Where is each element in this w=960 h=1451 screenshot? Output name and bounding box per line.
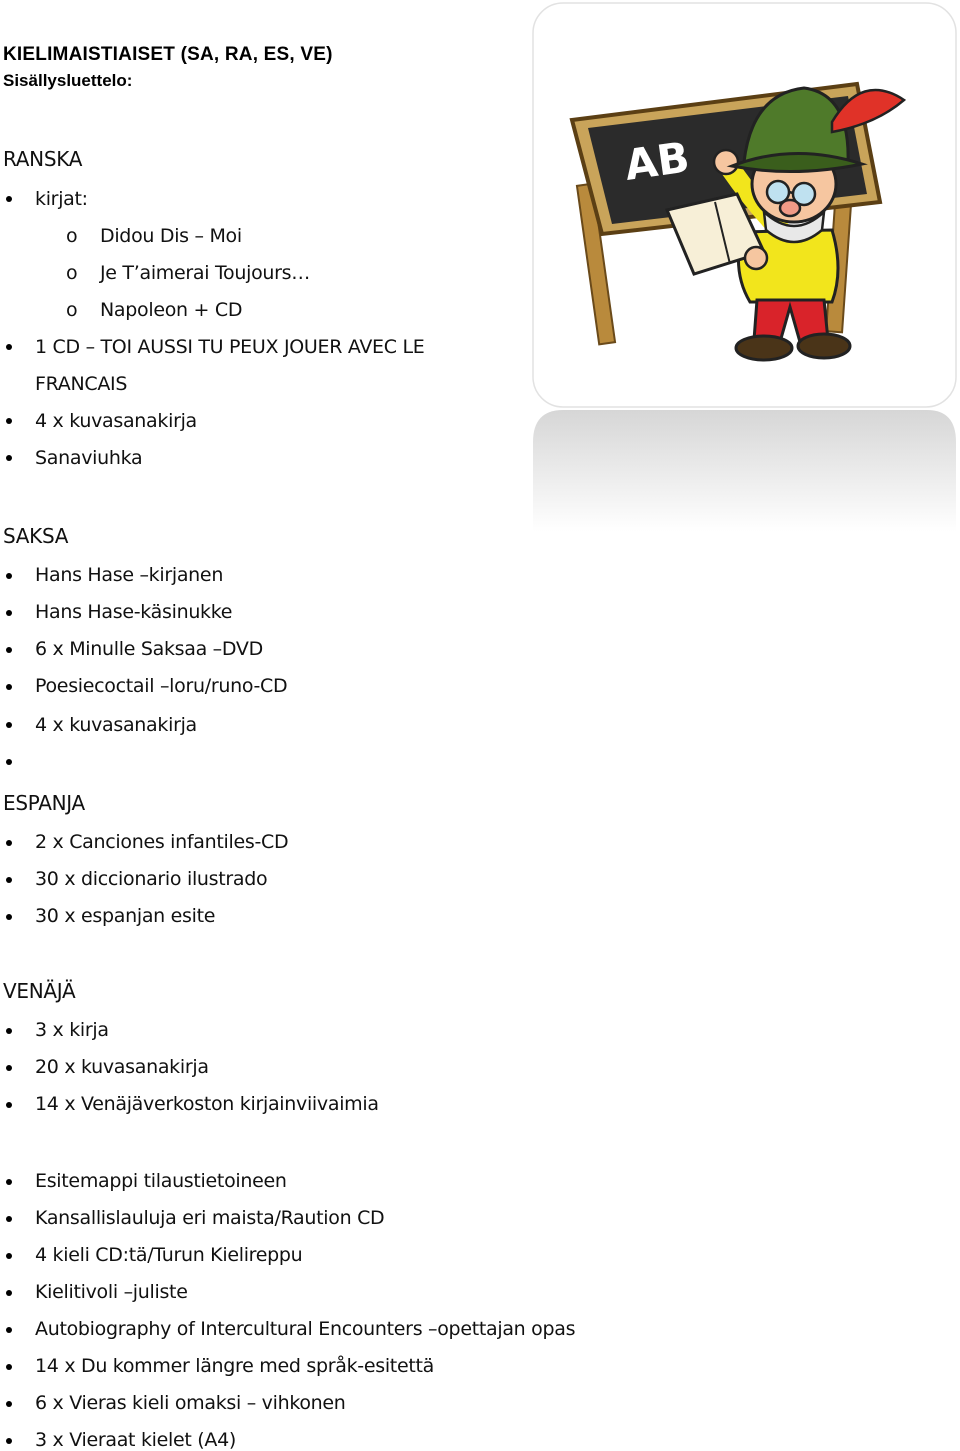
teacher-gnome-illustration [532,2,958,532]
list-item: Hans Hase-käsinukke [35,601,233,623]
table-of-contents-label: Sisällysluettelo: [3,71,133,90]
list-item: kirjat: [35,188,88,210]
list-item: 14 x Venäjäverkoston kirjainviivaimia [35,1093,379,1115]
circle-bullet-icon: o [66,225,78,247]
list-subitem: Je T’aimerai Toujours… [100,262,310,284]
bullet-icon [6,344,12,350]
bullet-icon [6,684,12,690]
bullet-icon [6,1216,12,1222]
bullet-icon [6,1401,12,1407]
list-item: 3 x kirja [35,1019,109,1041]
bullet-icon [6,647,12,653]
bullet-icon [6,877,12,883]
list-item: Autobiography of Intercultural Encounters –opettajan opas [35,1318,576,1340]
bullet-icon [6,418,12,424]
list-subitem: Didou Dis – Moi [100,225,242,247]
list-item: 30 x diccionario ilustrado [35,868,268,890]
list-item: 14 x Du kommer längre med språk-esitettä [35,1355,434,1377]
list-item: 2 x Canciones infantiles-CD [35,831,289,853]
section-heading-espanja: ESPANJA [3,791,85,815]
list-item: 6 x Minulle Saksaa –DVD [35,638,263,660]
bullet-icon [6,1438,12,1444]
bullet-icon [6,1253,12,1259]
chalkboard-text: AB [621,132,693,190]
bullet-icon [6,1179,12,1185]
bullet-icon [6,196,12,202]
list-item: Kielitivoli –juliste [35,1281,188,1303]
circle-bullet-icon: o [66,262,78,284]
list-item: 1 CD – TOI AUSSI TU PEUX JOUER AVEC LE [35,336,425,358]
bullet-icon [6,610,12,616]
list-item: 30 x espanjan esite [35,905,216,927]
bullet-icon [6,722,12,728]
list-item: 3 x Vieraat kielet (A4) [35,1429,236,1451]
list-item: 4 x kuvasanakirja [35,410,197,432]
list-item-continuation: FRANCAIS [35,373,128,395]
bullet-icon [6,1028,12,1034]
bullet-icon [6,1102,12,1108]
list-item: 20 x kuvasanakirja [35,1056,209,1078]
bullet-icon [6,914,12,920]
list-item: 4 x kuvasanakirja [35,714,197,736]
list-subitem: Napoleon + CD [100,299,243,321]
list-item: Poesiecoctail –loru/runo-CD [35,675,288,697]
list-item: Sanaviuhka [35,447,143,469]
circle-bullet-icon: o [66,299,78,321]
bullet-icon [6,1364,12,1370]
list-item: 6 x Vieras kieli omaksi – vihkonen [35,1392,346,1414]
section-heading-venaja: VENÄJÄ [3,979,76,1003]
section-heading-ranska: RANSKA [3,147,83,171]
document-title: KIELIMAISTIAISET (SA, RA, ES, VE) [3,44,333,65]
bullet-icon [6,455,12,461]
bullet-icon [6,759,12,765]
bullet-icon [6,840,12,846]
bullet-icon [6,1065,12,1071]
list-item: Esitemappi tilaustietoineen [35,1170,287,1192]
section-heading-saksa: SAKSA [3,524,69,548]
bullet-icon [6,1327,12,1333]
list-item: Hans Hase –kirjanen [35,564,224,586]
list-item: 4 kieli CD:tä/Turun Kielireppu [35,1244,303,1266]
bullet-icon [6,573,12,579]
bullet-icon [6,1290,12,1296]
list-item: Kansallislauluja eri maista/Raution CD [35,1207,385,1229]
